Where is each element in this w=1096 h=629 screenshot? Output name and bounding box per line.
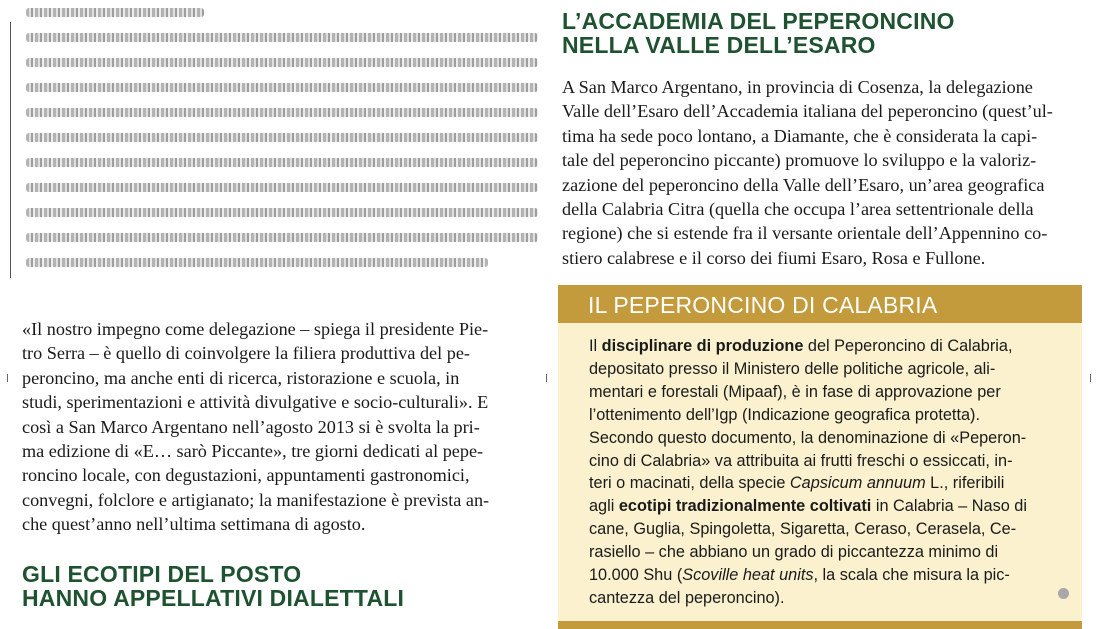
info-box-line — [589, 404, 1067, 427]
text-line: così a San Marco Argentano nell’agosto 2013 si è svolta la pri- — [22, 416, 480, 437]
info-box-line — [589, 518, 1067, 541]
column-rule — [10, 22, 11, 278]
info-box-line — [589, 495, 1067, 518]
heading-line: L’ACCADEMIA DEL PEPERONCINO — [562, 8, 955, 34]
info-box-line — [589, 335, 1067, 358]
left-paragraph — [22, 317, 531, 537]
bold-run: disciplinare di produzione — [601, 337, 804, 355]
text-line: Valle dell’Esaro dell’Accademia italiana del peperoncino (quest’ul- — [562, 101, 1053, 122]
heading-line: NELLA VALLE DELL’ESARO — [562, 32, 876, 58]
text-line: convegni, folclore e artigianato; la manifestazione è prevista an- — [22, 489, 490, 510]
right-paragraph — [562, 75, 1071, 270]
text-line: zazione del peperoncino della Valle dell’Esaro, un’area geografica — [562, 174, 1045, 195]
text-run: mentari e forestali (Mipaaf), è in fase di approvazione per — [589, 382, 1001, 401]
text-run: Secondo questo documento, la denominazione di «Peperon- — [589, 428, 1027, 447]
text-run: l’ottenimento dell’Igp (Indicazione geografica protetta). — [589, 405, 980, 424]
info-box-line — [589, 587, 1067, 610]
italic-run: Capsicum annuum — [789, 474, 926, 493]
text-run: , la scala che misura la pic- — [813, 566, 1010, 585]
text-run: depositato presso il Ministero delle politiche agricole, ali- — [589, 359, 996, 378]
obscured-text-block — [10, 0, 542, 278]
info-box-line — [589, 541, 1067, 564]
crop-mark — [546, 374, 547, 382]
text-line: tro Serra – è quello di coinvolgere la filiera produttiva del pe- — [22, 343, 470, 364]
text-line: A San Marco Argentano, in provincia di Cosenza, la delegazione — [562, 77, 1033, 97]
info-box-header — [558, 285, 1082, 323]
text-line: roncino locale, con degustazioni, appuntamenti gastronomici, — [22, 465, 470, 486]
text-run: rasiello – che abbiano un grado di piccantezza minimo di — [589, 543, 999, 562]
heading-line: HANNO APPELLATIVI DIALETTALI — [22, 585, 405, 611]
info-box-line — [589, 472, 1067, 495]
crop-mark — [1090, 374, 1091, 382]
info-box-line — [589, 427, 1067, 450]
bold-run: ecotipi tradizionalmente coltivati — [618, 497, 872, 516]
text-run: in Calabria – Naso di — [871, 497, 1027, 516]
text-run: cino di Calabria» va attribuita ai frutti freschi o essiccati, in- — [589, 451, 1013, 470]
text-line: studi, sperimentazioni e attività divulgative e socio-culturali». E — [22, 392, 489, 413]
heading-line: GLI ECOTIPI DEL POSTO — [22, 561, 302, 587]
text-run: teri o macinati, della specie — [589, 474, 790, 493]
info-box-line — [589, 358, 1067, 381]
text-line: «Il nostro impegno come delegazione – spiega il presidente Pie- — [22, 319, 489, 339]
section-heading-ecotipi — [22, 562, 404, 610]
text-run: cane, Guglia, Spingoletta, Sigaretta, Ceraso, Cerasela, Ce- — [589, 520, 1017, 539]
info-box — [558, 285, 1082, 629]
crop-mark — [7, 374, 8, 382]
italic-run: Scoville heat units — [682, 566, 814, 585]
text-run: Il — [589, 337, 602, 355]
text-run: del Peperoncino di Calabria, — [803, 337, 1013, 355]
text-line: ma edizione di «E… sarò Piccante», tre giorni dedicati al pepe- — [22, 441, 484, 462]
text-line: stiero calabrese e il corso dei fiumi Esaro, Rosa e Fullone. — [562, 247, 986, 268]
text-run: agli — [589, 497, 619, 516]
text-line: tale del peperoncino piccante) promuove lo sviluppo e la valoriz- — [562, 150, 1037, 171]
info-box-line — [589, 450, 1067, 473]
info-box-body — [589, 335, 1067, 610]
info-box-footer-band — [558, 621, 1082, 629]
text-line: peroncino, ma anche enti di ricerca, ristorazione e scuola, in — [22, 367, 460, 388]
section-heading-accademia — [562, 9, 955, 57]
text-run: cantezza del peperoncino). — [589, 588, 785, 607]
info-box-line — [589, 381, 1067, 404]
text-line: tima ha sede poco lontano, a Diamante, che è considerata la capi- — [562, 125, 1038, 146]
text-run: L., riferibili — [925, 474, 1005, 493]
end-mark-dot-icon — [1058, 588, 1069, 599]
text-line: che quest’anno nell’ultima settimana di agosto. — [22, 514, 366, 535]
info-box-title: IL PEPERONCINO DI CALABRIA — [588, 292, 938, 318]
text-line: regione) che si estende fra il versante orientale dell’Appennino co- — [562, 223, 1048, 244]
text-line: della Calabria Citra (quella che occupa l’area settentrionale della — [562, 199, 1034, 220]
text-run: 10.000 Shu ( — [589, 566, 683, 585]
info-box-line — [589, 564, 1067, 587]
